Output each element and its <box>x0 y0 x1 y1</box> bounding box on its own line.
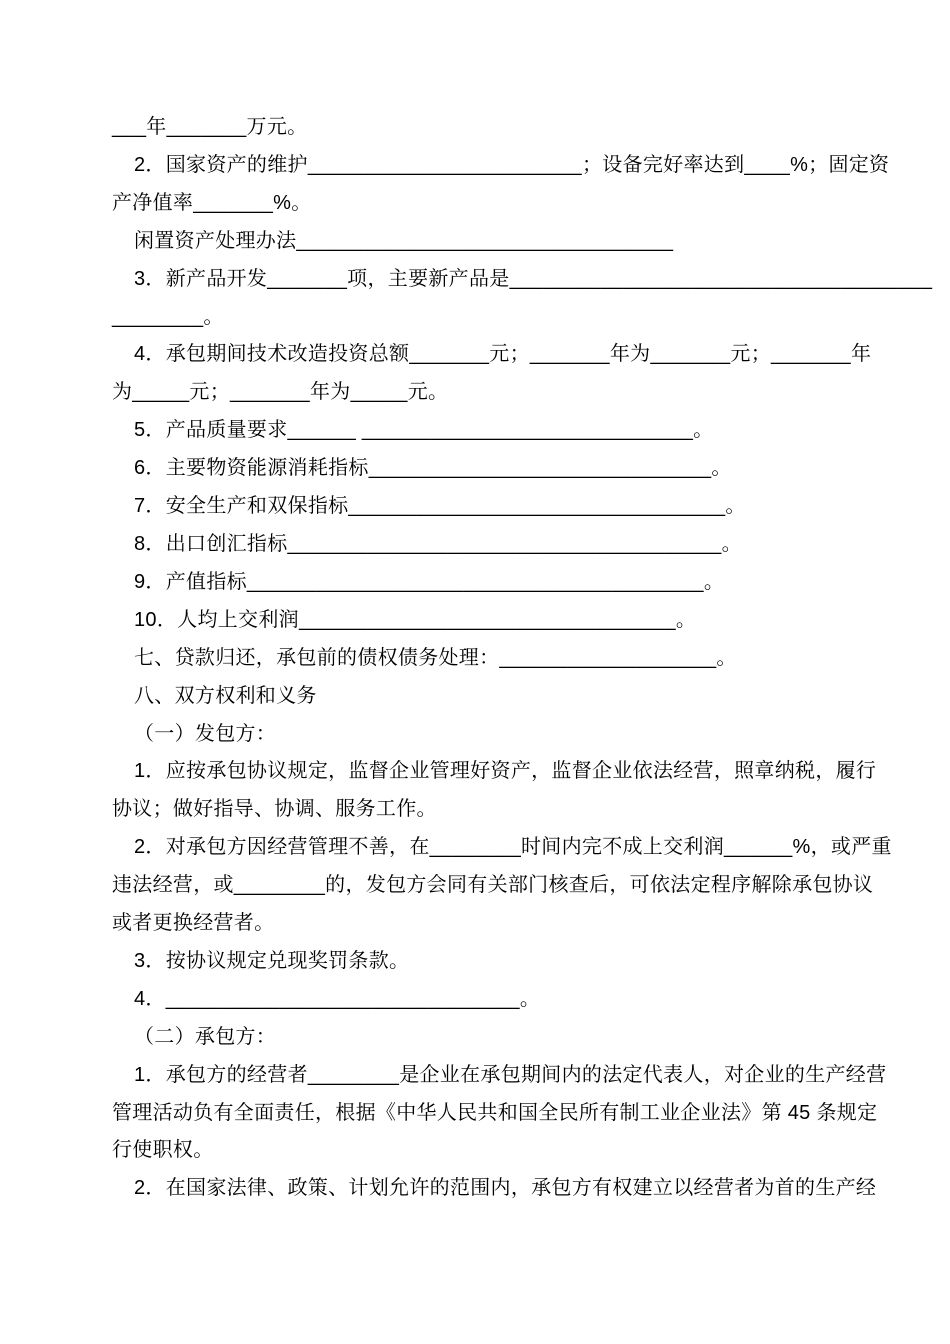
document-line: 1．应按承包协议规定，监督企业管理好资产，监督企业依法经营，照章纳税，履行 <box>134 760 877 783</box>
document-line: 闲置资产处理办法_________________________________ <box>134 229 674 252</box>
document-line: 八、双方权利和义务 <box>134 684 317 707</box>
document-line: 七、贷款归还，承包前的债权债务处理：___________________。 <box>134 646 737 669</box>
document-line: 9．产值指标________________________________________。 <box>134 570 725 593</box>
document-line: 3．新产品开发_______项，主要新产品是_____________________________________ <box>134 267 933 290</box>
document-line: 4．_______________________________。 <box>134 987 541 1010</box>
document-line: 产净值率_______%。 <box>112 191 312 214</box>
document-line: 6．主要物资能源消耗指标______________________________。 <box>134 457 732 480</box>
document-line: 或者更换经营者。 <box>112 912 275 935</box>
document-line: 4．承包期间技术改造投资总额_______元；_______年为_______元；_______年 <box>134 343 872 366</box>
document-line: 2．国家资产的维护________________________；设备完好率达到____%；固定资 <box>134 153 890 176</box>
document-line: 违法经营，或________的，发包方会同有关部门核查后，可依法定程序解除承包协议 <box>112 874 874 897</box>
document-line: ________。 <box>112 305 224 328</box>
document-line: 2．在国家法律、政策、计划允许的范围内，承包方有权建立以经营者为首的生产经 <box>134 1177 877 1200</box>
document-line: 5．产品质量要求______ _____________________________。 <box>134 419 714 442</box>
document-line: 7．安全生产和双保指标_________________________________。 <box>134 495 746 518</box>
document-line: （一）发包方： <box>134 722 277 745</box>
document-line: 管理活动负有全面责任，根据《中华人民共和国全民所有制工业企业法》第 45 条规定 <box>112 1101 878 1124</box>
document-line: 2．对承包方因经营管理不善，在________时间内完不成上交利润______%，或严重 <box>134 836 892 859</box>
document-line: 3．按协议规定兑现奖罚条款。 <box>134 949 410 972</box>
document-line: 10．人均上交利润_________________________________。 <box>134 608 697 631</box>
document-line: ___年_______万元。 <box>112 116 308 138</box>
document-line: 行使职权。 <box>112 1139 214 1162</box>
document-line: 1．承包方的经营者________是企业在承包期间内的法定代表人，对企业的生产经营 <box>134 1063 887 1086</box>
document-line: （二）承包方： <box>134 1025 277 1048</box>
document-line: 8．出口创汇指标______________________________________。 <box>134 532 742 555</box>
document-line: 为_____元；_______年为_____元。 <box>112 381 449 404</box>
document-line: 协议；做好指导、协调、服务工作。 <box>112 798 437 821</box>
document-content <box>112 109 933 1208</box>
